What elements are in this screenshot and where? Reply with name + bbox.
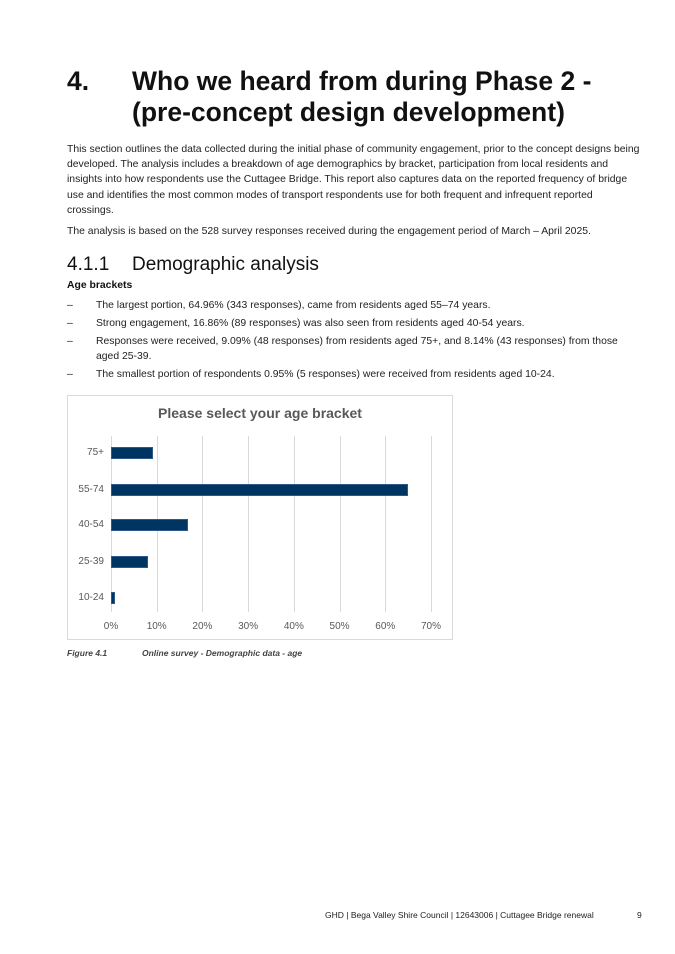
category-label: 25-39 (78, 556, 104, 567)
gridline (202, 436, 203, 612)
bar-55-74 (111, 484, 408, 496)
list-item (67, 335, 642, 364)
section-title-line1: Who we heard from during Phase 2 - (132, 66, 592, 96)
subsection-heading (67, 254, 319, 276)
bar-75+ (111, 447, 153, 459)
figure-label: Figure 4.1 (67, 648, 108, 658)
list-item (67, 299, 642, 314)
chart-plot-area (78, 436, 441, 632)
page-footer (325, 910, 642, 920)
intro-paragraph-responses: The analysis is based on the 528 survey responses received during the engagement period of March – April 2025. (67, 226, 591, 237)
section-number: 4. (67, 66, 90, 96)
subsection-title: Demographic analysis (132, 254, 319, 275)
gridline (385, 436, 386, 612)
x-tick-label: 50% (329, 621, 350, 632)
gridline (294, 436, 295, 612)
x-tick-label: 60% (375, 621, 396, 632)
category-label: 75+ (87, 447, 104, 458)
age-bracket-chart (67, 395, 453, 640)
x-tick-label: 0% (103, 621, 119, 632)
bar-40-54 (111, 519, 188, 531)
category-label: 55-74 (78, 484, 104, 495)
dash-bullet-icon: – (67, 318, 73, 329)
category-label: 40-54 (78, 519, 104, 530)
list-item-text: The smallest portion of respondents 0.95% (5 responses) were received from residents aged 10-24. (96, 368, 555, 380)
subsection-number: 4.1.1 (67, 254, 110, 275)
page-number: 9 (637, 910, 642, 920)
x-tick-label: 30% (238, 621, 259, 632)
chart-title: Please select your age bracket (158, 405, 362, 421)
bar-25-39 (111, 556, 148, 568)
gridline (431, 436, 432, 612)
list-item-text: The largest portion, 64.96% (343 responses), came from residents aged 55–74 years. (96, 300, 491, 311)
figure-caption-text: Online survey - Demographic data - age (142, 648, 303, 658)
intro-paragraph: This section outlines the data collected during the initial phase of community engagement, prior to the concept designs being developed. The analysis includes a breakdown of age demographics by bracket, participation from local residents and insights into how respondents use the Cuttagee Bridge. This report also captures data on the reported frequency of bridge use and identifies the most common modes of transport respondents use for both frequent and infrequent reported crossings. (67, 144, 640, 216)
section-title (132, 66, 652, 128)
gridline (248, 436, 249, 612)
bar-10-24 (111, 592, 115, 604)
list-item-text: Strong engagement, 16.86% (89 responses) was also seen from residents aged 40-54 years. (96, 318, 525, 329)
section-title-line2: (pre-concept design development) (132, 97, 565, 127)
figure-caption (67, 648, 302, 658)
list-item-text: Responses were received, 9.09% (48 responses) from residents aged 75+, and 8.14% (43 responses) from those aged 25-39. (96, 336, 618, 362)
list-item (67, 368, 642, 383)
x-tick-label: 40% (283, 621, 304, 632)
category-label: 10-24 (78, 592, 104, 603)
dash-bullet-icon: – (67, 300, 73, 311)
dash-bullet-icon: – (67, 336, 73, 347)
x-tick-label: 70% (420, 621, 441, 632)
gridline (340, 436, 341, 612)
x-tick-label: 20% (192, 621, 213, 632)
x-tick-label: 10% (146, 621, 167, 632)
footer-text: GHD | Bega Valley Shire Council | 12643006 | Cuttagee Bridge renewal (325, 910, 594, 920)
list-item (67, 317, 642, 332)
dash-bullet-icon: – (67, 368, 73, 380)
age-bracket-list (67, 299, 642, 386)
age-brackets-heading: Age brackets (67, 280, 133, 291)
